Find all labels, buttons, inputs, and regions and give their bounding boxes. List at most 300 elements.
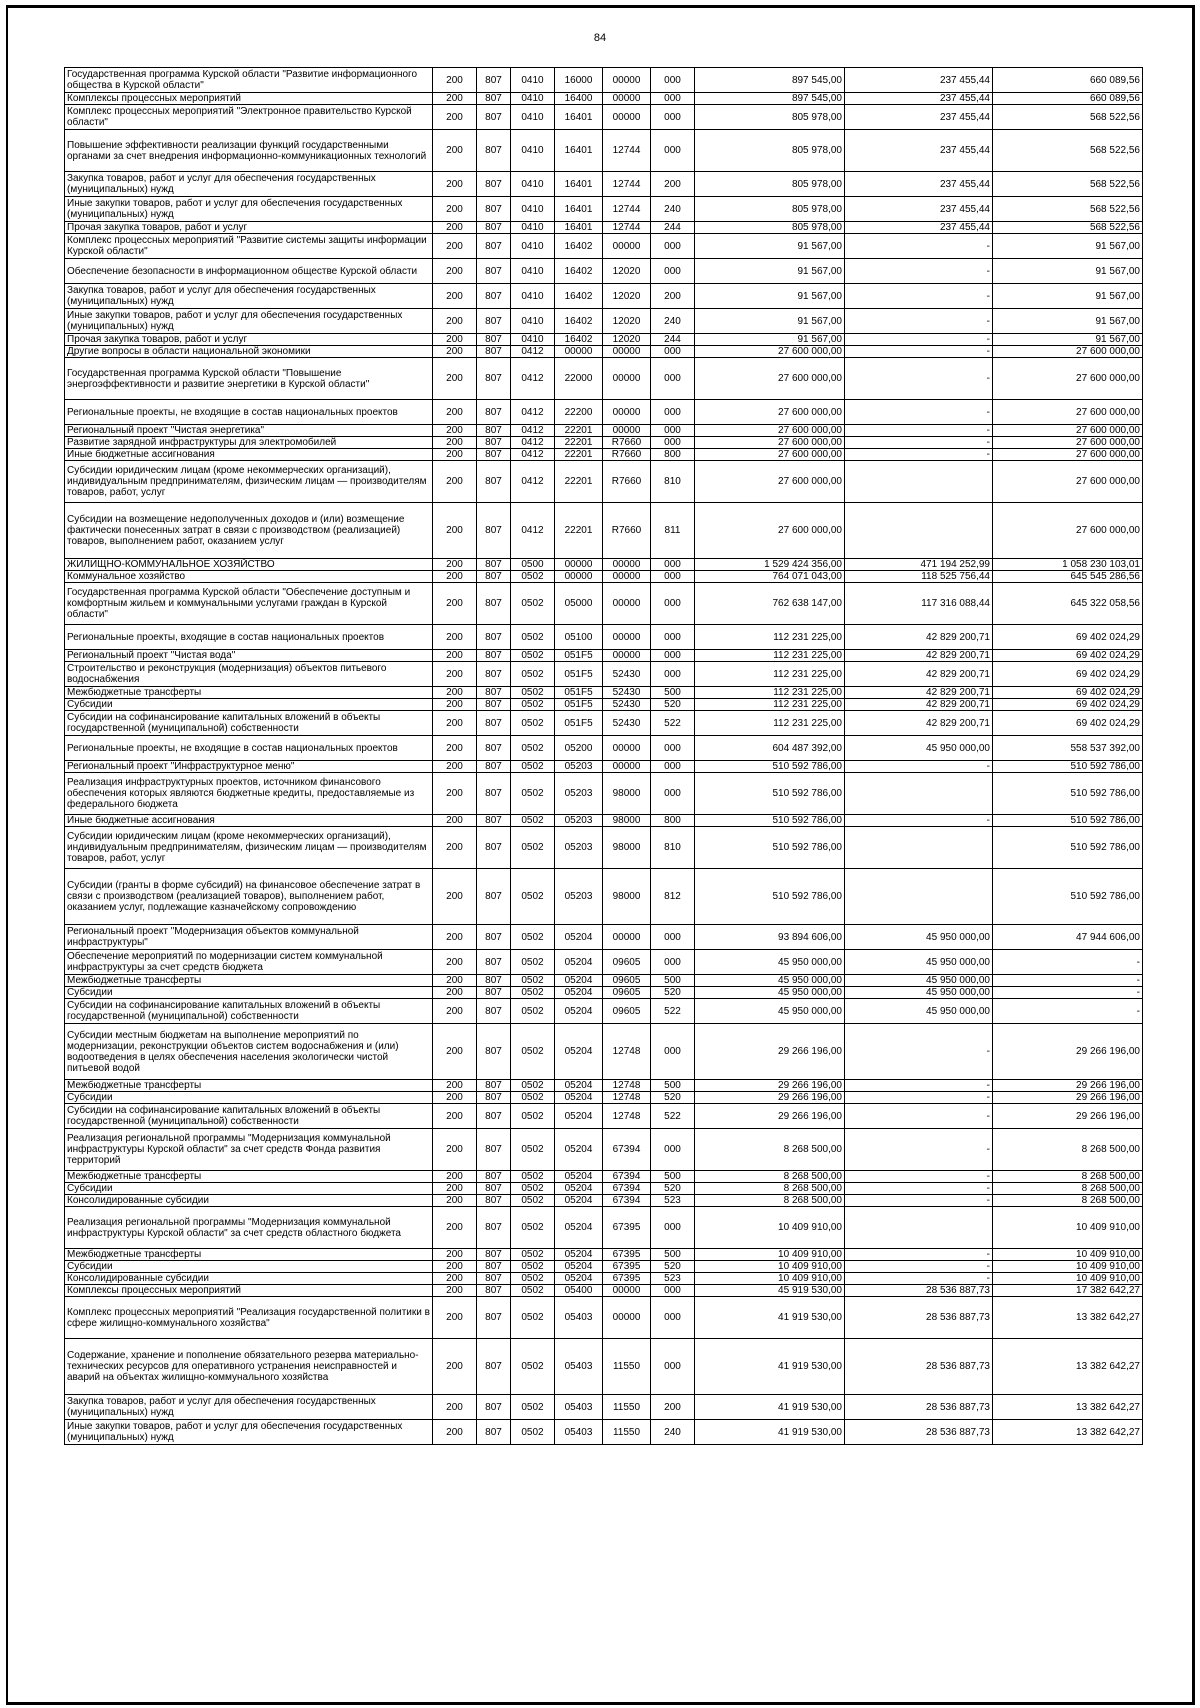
code-cell: 807 — [477, 503, 511, 559]
code-cell: 200 — [433, 571, 477, 583]
code-cell: 000 — [651, 130, 695, 172]
code-cell: 05204 — [555, 999, 603, 1024]
code-cell: 807 — [477, 987, 511, 999]
amount-cell: 10 409 910,00 — [993, 1249, 1143, 1261]
code-cell: 200 — [433, 827, 477, 869]
amount-cell: 27 600 000,00 — [695, 449, 845, 461]
code-cell: 98000 — [603, 773, 651, 815]
row-name-cell: Региональный проект "Чистая энергетика" — [65, 425, 433, 437]
code-cell: 200 — [433, 1249, 477, 1261]
code-cell: 522 — [651, 999, 695, 1024]
amount-cell: - — [845, 1249, 993, 1261]
code-cell: 0502 — [511, 999, 555, 1024]
amount-cell: 41 919 530,00 — [695, 1339, 845, 1395]
table-row — [65, 234, 1143, 259]
amount-cell: 897 545,00 — [695, 68, 845, 93]
amount-cell: - — [845, 437, 993, 449]
amount-cell — [845, 827, 993, 869]
amount-cell: 45 950 000,00 — [695, 950, 845, 975]
table-row — [65, 1297, 1143, 1339]
table-row — [65, 1249, 1143, 1261]
amount-cell: 69 402 024,29 — [993, 711, 1143, 736]
code-cell: 22201 — [555, 461, 603, 503]
code-cell: 05203 — [555, 827, 603, 869]
code-cell: 22200 — [555, 400, 603, 425]
code-cell: 05204 — [555, 1249, 603, 1261]
row-name-cell: Комплексы процессных мероприятий — [65, 1285, 433, 1297]
amount-cell: 8 268 500,00 — [695, 1171, 845, 1183]
code-cell: 05203 — [555, 761, 603, 773]
amount-cell: 45 950 000,00 — [845, 736, 993, 761]
code-cell: 0502 — [511, 1171, 555, 1183]
amount-cell: - — [845, 1183, 993, 1195]
code-cell: 05000 — [555, 583, 603, 625]
code-cell: 200 — [433, 334, 477, 346]
amount-cell: 805 978,00 — [695, 222, 845, 234]
page-number: 84 — [593, 32, 607, 44]
table-row — [65, 699, 1143, 711]
table-row — [65, 761, 1143, 773]
amount-cell: - — [845, 1195, 993, 1207]
row-name-cell: Субсидии местным бюджетам на выполнение мероприятий по модернизации, реконструкции объектов систем водоснабжения и (или) водоотведения в целях обеспечения населения экологически чистой питьевой водой — [65, 1024, 433, 1080]
code-cell: 05204 — [555, 1129, 603, 1171]
code-cell: 00000 — [603, 559, 651, 571]
code-cell: 200 — [433, 425, 477, 437]
code-cell: 200 — [433, 999, 477, 1024]
amount-cell: 28 536 887,73 — [845, 1297, 993, 1339]
amount-cell: 237 455,44 — [845, 68, 993, 93]
code-cell: 09605 — [603, 950, 651, 975]
code-cell: 00000 — [555, 571, 603, 583]
table-row — [65, 68, 1143, 93]
amount-cell: 237 455,44 — [845, 93, 993, 105]
table-row — [65, 93, 1143, 105]
code-cell: 0502 — [511, 987, 555, 999]
code-cell: 200 — [433, 400, 477, 425]
row-name-cell: Комплекс процессных мероприятий "Реализация государственной политики в сфере жилищно-коммунального хозяйства" — [65, 1297, 433, 1339]
code-cell: 200 — [433, 559, 477, 571]
code-cell: 0412 — [511, 461, 555, 503]
amount-cell: 29 266 196,00 — [993, 1024, 1143, 1080]
table-row — [65, 400, 1143, 425]
amount-cell: 91 567,00 — [993, 284, 1143, 309]
amount-cell: 27 600 000,00 — [993, 503, 1143, 559]
amount-cell: 10 409 910,00 — [993, 1207, 1143, 1249]
code-cell: 05204 — [555, 975, 603, 987]
code-cell: 12744 — [603, 130, 651, 172]
code-cell: 16401 — [555, 197, 603, 222]
code-cell: 807 — [477, 309, 511, 334]
code-cell: 200 — [433, 1395, 477, 1420]
code-cell: 000 — [651, 736, 695, 761]
amount-cell: - — [845, 234, 993, 259]
row-name-cell: Закупка товаров, работ и услуг для обеспечения государственных (муниципальных) нужд — [65, 284, 433, 309]
code-cell: 200 — [433, 699, 477, 711]
table-row — [65, 999, 1143, 1024]
row-name-cell: Повышение эффективности реализации функций государственными органами за счет внедрения информационно-коммуникационных технологий — [65, 130, 433, 172]
code-cell: 520 — [651, 1261, 695, 1273]
code-cell: 00000 — [603, 425, 651, 437]
code-cell: 0502 — [511, 687, 555, 699]
table-row — [65, 1092, 1143, 1104]
code-cell: 22201 — [555, 503, 603, 559]
code-cell: 0502 — [511, 1183, 555, 1195]
row-name-cell: Другие вопросы в области национальной экономики — [65, 346, 433, 358]
amount-cell — [845, 503, 993, 559]
row-name-cell: Развитие зарядной инфраструктуры для электромобилей — [65, 437, 433, 449]
amount-cell: 510 592 786,00 — [695, 815, 845, 827]
code-cell: 200 — [433, 711, 477, 736]
code-cell: 807 — [477, 1171, 511, 1183]
code-cell: 16401 — [555, 130, 603, 172]
code-cell: 0410 — [511, 130, 555, 172]
frame-bottom-border — [6, 1702, 1194, 1705]
row-name-cell: Комплексы процессных мероприятий — [65, 93, 433, 105]
code-cell: 12748 — [603, 1092, 651, 1104]
amount-cell: 568 522,56 — [993, 172, 1143, 197]
amount-cell — [845, 773, 993, 815]
table-row — [65, 1129, 1143, 1171]
amount-cell: 13 382 642,27 — [993, 1420, 1143, 1445]
amount-cell: 13 382 642,27 — [993, 1297, 1143, 1339]
code-cell: 807 — [477, 93, 511, 105]
code-cell: 000 — [651, 625, 695, 650]
amount-cell: 645 545 286,56 — [993, 571, 1143, 583]
row-name-cell: Иные закупки товаров, работ и услуг для обеспечения государственных (муниципальных) нужд — [65, 1420, 433, 1445]
amount-cell: 28 536 887,73 — [845, 1285, 993, 1297]
amount-cell: 8 268 500,00 — [993, 1171, 1143, 1183]
code-cell: R7660 — [603, 503, 651, 559]
amount-cell: 69 402 024,29 — [993, 650, 1143, 662]
code-cell: 12020 — [603, 284, 651, 309]
amount-cell: 42 829 200,71 — [845, 699, 993, 711]
code-cell: 807 — [477, 449, 511, 461]
amount-cell: 45 919 530,00 — [695, 1285, 845, 1297]
row-name-cell: Субсидии на возмещение недополученных доходов и (или) возмещение фактически понесенных затрат в связи с производством (реализацией) товаров, выполнением работ, оказанием услуг — [65, 503, 433, 559]
code-cell: 0502 — [511, 1285, 555, 1297]
code-cell: 0502 — [511, 1273, 555, 1285]
code-cell: 200 — [433, 93, 477, 105]
code-cell: 807 — [477, 284, 511, 309]
code-cell: 807 — [477, 234, 511, 259]
row-name-cell: Межбюджетные трансферты — [65, 1171, 433, 1183]
code-cell: 244 — [651, 222, 695, 234]
amount-cell: - — [845, 259, 993, 284]
code-cell: 051F5 — [555, 650, 603, 662]
code-cell: 0502 — [511, 1024, 555, 1080]
amount-cell: 29 266 196,00 — [993, 1092, 1143, 1104]
code-cell: 00000 — [555, 559, 603, 571]
amount-cell: 27 600 000,00 — [695, 358, 845, 400]
code-cell: 200 — [433, 662, 477, 687]
amount-cell: 13 382 642,27 — [993, 1395, 1143, 1420]
amount-cell: 510 592 786,00 — [695, 773, 845, 815]
row-name-cell: Субсидии юридическим лицам (кроме некоммерческих организаций), индивидуальным предпринимателям, физическим лицам — производителям товаров, работ, услуг — [65, 827, 433, 869]
amount-cell: 29 266 196,00 — [695, 1092, 845, 1104]
code-cell: 807 — [477, 736, 511, 761]
code-cell: 807 — [477, 1080, 511, 1092]
code-cell: 200 — [433, 925, 477, 950]
table-row — [65, 130, 1143, 172]
row-name-cell: Межбюджетные трансферты — [65, 975, 433, 987]
code-cell: 16401 — [555, 222, 603, 234]
table-row — [65, 1207, 1143, 1249]
code-cell: 0502 — [511, 699, 555, 711]
code-cell: 0502 — [511, 1092, 555, 1104]
code-cell: 0412 — [511, 400, 555, 425]
code-cell: 051F5 — [555, 711, 603, 736]
amount-cell: 237 455,44 — [845, 222, 993, 234]
code-cell: 00000 — [603, 650, 651, 662]
code-cell: 200 — [433, 1195, 477, 1207]
code-cell: 00000 — [603, 358, 651, 400]
code-cell: 0410 — [511, 222, 555, 234]
code-cell: 807 — [477, 1129, 511, 1171]
amount-cell: 764 071 043,00 — [695, 571, 845, 583]
amount-cell: 805 978,00 — [695, 130, 845, 172]
code-cell: 0410 — [511, 93, 555, 105]
code-cell: 807 — [477, 400, 511, 425]
amount-cell: 510 592 786,00 — [695, 869, 845, 925]
amount-cell: 112 231 225,00 — [695, 687, 845, 699]
code-cell: 05204 — [555, 1195, 603, 1207]
code-cell: 67395 — [603, 1261, 651, 1273]
code-cell: 200 — [433, 284, 477, 309]
amount-cell: 112 231 225,00 — [695, 650, 845, 662]
amount-cell: 1 058 230 103,01 — [993, 559, 1143, 571]
amount-cell: - — [993, 999, 1143, 1024]
amount-cell: 10 409 910,00 — [695, 1261, 845, 1273]
amount-cell: 91 567,00 — [993, 259, 1143, 284]
code-cell: 812 — [651, 869, 695, 925]
amount-cell: 805 978,00 — [695, 197, 845, 222]
amount-cell: 510 592 786,00 — [993, 869, 1143, 925]
table-row — [65, 1080, 1143, 1092]
amount-cell — [845, 869, 993, 925]
code-cell: 09605 — [603, 987, 651, 999]
code-cell: 0412 — [511, 358, 555, 400]
code-cell: 807 — [477, 1207, 511, 1249]
code-cell: 000 — [651, 1297, 695, 1339]
table-row — [65, 1104, 1143, 1129]
amount-cell: 45 950 000,00 — [695, 999, 845, 1024]
code-cell: 200 — [433, 815, 477, 827]
amount-cell: 237 455,44 — [845, 105, 993, 130]
amount-cell: 510 592 786,00 — [993, 773, 1143, 815]
row-name-cell: Региональный проект "Инфраструктурное меню" — [65, 761, 433, 773]
code-cell: 000 — [651, 1207, 695, 1249]
code-cell: 00000 — [603, 1285, 651, 1297]
code-cell: 200 — [651, 1395, 695, 1420]
amount-cell: 237 455,44 — [845, 130, 993, 172]
code-cell: 807 — [477, 1195, 511, 1207]
code-cell: R7660 — [603, 449, 651, 461]
code-cell: 0502 — [511, 1339, 555, 1395]
code-cell: 05204 — [555, 1207, 603, 1249]
table-row — [65, 1273, 1143, 1285]
amount-cell: 42 829 200,71 — [845, 711, 993, 736]
code-cell: 200 — [433, 309, 477, 334]
amount-cell: 28 536 887,73 — [845, 1395, 993, 1420]
code-cell: 807 — [477, 105, 511, 130]
amount-cell: 91 567,00 — [695, 234, 845, 259]
code-cell: 000 — [651, 1024, 695, 1080]
table-row — [65, 334, 1143, 346]
code-cell: 0502 — [511, 1207, 555, 1249]
code-cell: 05204 — [555, 1273, 603, 1285]
code-cell: 500 — [651, 1249, 695, 1261]
amount-cell: 93 894 606,00 — [695, 925, 845, 950]
code-cell: 16401 — [555, 172, 603, 197]
code-cell: 800 — [651, 815, 695, 827]
code-cell: 09605 — [603, 999, 651, 1024]
code-cell: 00000 — [603, 1297, 651, 1339]
amount-cell: 28 536 887,73 — [845, 1339, 993, 1395]
code-cell: 0410 — [511, 197, 555, 222]
amount-cell — [845, 1207, 993, 1249]
row-name-cell: Обеспечение безопасности в информационном обществе Курской области — [65, 259, 433, 284]
row-name-cell: Субсидии на софинансирование капитальных вложений в объекты государственной (муниципальной) собственности — [65, 999, 433, 1024]
code-cell: 05403 — [555, 1297, 603, 1339]
row-name-cell: Региональный проект "Модернизация объектов коммунальной инфраструктуры" — [65, 925, 433, 950]
table-row — [65, 625, 1143, 650]
code-cell: 200 — [433, 1129, 477, 1171]
table-row — [65, 736, 1143, 761]
code-cell: 0410 — [511, 309, 555, 334]
code-cell: 500 — [651, 1171, 695, 1183]
code-cell: 05203 — [555, 869, 603, 925]
code-cell: 200 — [433, 987, 477, 999]
table-row — [65, 975, 1143, 987]
amount-cell: 510 592 786,00 — [993, 815, 1143, 827]
code-cell: 05204 — [555, 1024, 603, 1080]
code-cell: 05204 — [555, 1171, 603, 1183]
code-cell: 05403 — [555, 1420, 603, 1445]
row-name-cell: Государственная программа Курской области "Обеспечение доступным и комфортным жильем и коммунальными услугами граждан в Курской области" — [65, 583, 433, 625]
code-cell: 0502 — [511, 736, 555, 761]
code-cell: 200 — [433, 1420, 477, 1445]
code-cell: 0502 — [511, 650, 555, 662]
table-row — [65, 583, 1143, 625]
code-cell: 200 — [433, 449, 477, 461]
code-cell: 16402 — [555, 234, 603, 259]
code-cell: 200 — [433, 869, 477, 925]
code-cell: 05204 — [555, 1183, 603, 1195]
code-cell: 200 — [433, 437, 477, 449]
amount-cell: 558 537 392,00 — [993, 736, 1143, 761]
amount-cell: 645 322 058,56 — [993, 583, 1143, 625]
code-cell: 12020 — [603, 259, 651, 284]
row-name-cell: Региональный проект "Чистая вода" — [65, 650, 433, 662]
code-cell: 0410 — [511, 334, 555, 346]
amount-cell: 27 600 000,00 — [993, 449, 1143, 461]
code-cell: 200 — [433, 358, 477, 400]
amount-cell: 237 455,44 — [845, 197, 993, 222]
row-name-cell: Закупка товаров, работ и услуг для обеспечения государственных (муниципальных) нужд — [65, 1395, 433, 1420]
code-cell: 52430 — [603, 711, 651, 736]
row-name-cell: Региональные проекты, не входящие в состав национальных проектов — [65, 736, 433, 761]
code-cell: 807 — [477, 358, 511, 400]
code-cell: 200 — [433, 68, 477, 93]
row-name-cell: Содержание, хранение и пополнение обязательного резерва материально-технических ресурсов для оперативного устранения неисправностей и аварий на объектах жилищно-коммунального хозяйства — [65, 1339, 433, 1395]
code-cell: 0502 — [511, 1104, 555, 1129]
code-cell: 67395 — [603, 1249, 651, 1261]
table-row — [65, 461, 1143, 503]
code-cell: 0412 — [511, 503, 555, 559]
code-cell: 0502 — [511, 1129, 555, 1171]
code-cell: 00000 — [603, 571, 651, 583]
row-name-cell: Субсидии на софинансирование капитальных вложений в объекты государственной (муниципальной) собственности — [65, 1104, 433, 1129]
table-row — [65, 687, 1143, 699]
amount-cell: 41 919 530,00 — [695, 1420, 845, 1445]
code-cell: 522 — [651, 711, 695, 736]
amount-cell: 604 487 392,00 — [695, 736, 845, 761]
code-cell: 0410 — [511, 68, 555, 93]
code-cell: 00000 — [555, 346, 603, 358]
amount-cell: - — [845, 1104, 993, 1129]
amount-cell — [845, 461, 993, 503]
code-cell: 200 — [433, 1092, 477, 1104]
code-cell: 000 — [651, 259, 695, 284]
amount-cell: 29 266 196,00 — [695, 1104, 845, 1129]
code-cell: 0502 — [511, 761, 555, 773]
code-cell: 52430 — [603, 699, 651, 711]
code-cell: 200 — [433, 736, 477, 761]
amount-cell: 45 950 000,00 — [845, 999, 993, 1024]
amount-cell: - — [845, 449, 993, 461]
code-cell: 0502 — [511, 925, 555, 950]
amount-cell: 10 409 910,00 — [695, 1273, 845, 1285]
code-cell: 12020 — [603, 309, 651, 334]
code-cell: 05403 — [555, 1339, 603, 1395]
code-cell: 520 — [651, 987, 695, 999]
code-cell: 500 — [651, 1080, 695, 1092]
code-cell: 000 — [651, 346, 695, 358]
table-row — [65, 284, 1143, 309]
code-cell: 0412 — [511, 425, 555, 437]
code-cell: 0410 — [511, 259, 555, 284]
row-name-cell: Закупка товаров, работ и услуг для обеспечения государственных (муниципальных) нужд — [65, 172, 433, 197]
code-cell: 520 — [651, 1092, 695, 1104]
amount-cell: 69 402 024,29 — [993, 699, 1143, 711]
code-cell: 98000 — [603, 869, 651, 925]
code-cell: 807 — [477, 925, 511, 950]
row-name-cell: Иные бюджетные ассигнования — [65, 449, 433, 461]
code-cell: 200 — [433, 1285, 477, 1297]
code-cell: 807 — [477, 130, 511, 172]
amount-cell: 10 409 910,00 — [695, 1249, 845, 1261]
code-cell: 200 — [433, 625, 477, 650]
code-cell: 807 — [477, 172, 511, 197]
code-cell: 000 — [651, 1129, 695, 1171]
row-name-cell: Реализация региональной программы "Модернизация коммунальной инфраструктуры Курской области" за счет средств областного бюджета — [65, 1207, 433, 1249]
amount-cell: 112 231 225,00 — [695, 662, 845, 687]
code-cell: 05204 — [555, 1080, 603, 1092]
code-cell: 0502 — [511, 1420, 555, 1445]
code-cell: 0500 — [511, 559, 555, 571]
table-row — [65, 1420, 1143, 1445]
amount-cell: 10 409 910,00 — [695, 1207, 845, 1249]
code-cell: 00000 — [603, 234, 651, 259]
code-cell: 807 — [477, 425, 511, 437]
code-cell: 0502 — [511, 1395, 555, 1420]
code-cell: 811 — [651, 503, 695, 559]
code-cell: 807 — [477, 975, 511, 987]
code-cell: 00000 — [603, 925, 651, 950]
code-cell: 05204 — [555, 1104, 603, 1129]
code-cell: 98000 — [603, 815, 651, 827]
amount-cell: 29 266 196,00 — [993, 1104, 1143, 1129]
